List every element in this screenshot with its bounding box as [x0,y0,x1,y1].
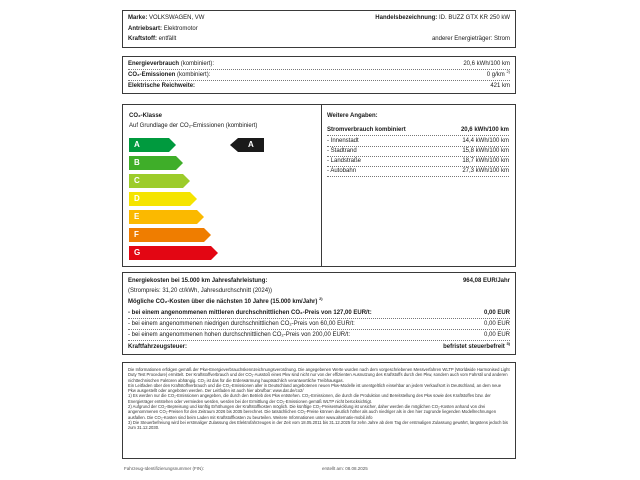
fuel-line [128,36,176,43]
co2-class-arrow-shape [129,246,219,260]
co2-class-arrow-d [129,192,198,206]
co2-class-subtitle: Auf Grundlage der CO₂-Emissionen (kombiniert) [129,123,258,129]
vehicle-info-box [122,10,516,48]
costs-box [122,272,516,355]
further-row-value: 27,3 kWh/100 km [462,168,509,174]
co2-class-arrow-g [129,246,219,260]
co2-class-letter: A [134,140,140,149]
energy-cost-value: 964,08 EUR/Jahr [462,278,510,284]
co2-class-title: CO₂-Klasse [129,113,163,119]
tax-value-line [443,341,510,351]
model-line [375,15,510,22]
co2-class-letter: E [134,212,140,221]
drive-value: Elektromotor [163,26,198,32]
energy-value: 20,6 kWh/100 km [463,61,510,67]
other-energy-label: anderer Energieträger: [431,36,493,42]
make-value: VOLKSWAGEN, VW [149,15,205,21]
scenario-value: 0,00 EUR [483,332,510,338]
energy-divider [128,69,510,70]
make-line [128,15,204,22]
drive-line [128,26,198,33]
co2-class-arrow-e [129,210,205,224]
further-row-label: - Innenstadt [327,138,359,144]
energy-cost-label: Energiekosten bei 15.000 km Jahresfahrleistung: [128,278,268,284]
tax-label: Kraftfahrzeugsteuer: [128,344,188,350]
scenario-label: - bei einem angenommenen mittleren durchschnittlichen CO₂-Preis von 127,00 EUR/t: [128,310,372,316]
co2-class-arrow-shape [129,228,212,242]
further-row-label: - Stadtrand [327,148,357,154]
co2-class-letter: D [134,194,140,203]
further-head-label: Stromverbrauch kombiniert [327,127,406,133]
co2-footnote: 2) [506,69,510,74]
further-row-divider [327,176,509,177]
current-class-letter: A [248,140,254,149]
scenario-label: - bei einem angenommenen hohen durchschnittlichen CO₂-Preis von 200,00 EUR/t: [128,332,351,338]
energy-label-line [128,61,214,68]
legal-text [128,367,510,431]
further-row-label: - Autobahn [327,168,357,174]
further-head-value: 20,6 kWh/100 km [460,127,509,133]
co2-label: CO₂-Emissionen [128,72,176,78]
further-title: Weitere Angaben: [327,113,378,119]
co2-class-letter: G [134,248,141,257]
legal-paragraph: 2) Aufgrund der CO₂-Bepreisung und künftig Erhöhungen der Kraftstoffkosten möglich. Die künftige CO₂-Preisentwicklung ist unsicher, daher werden die möglichen CO₂-Kosten anhand von drei angenommenen CO₂-Preisen für den Zeitraum 2026 bis 2035 berechnet. Die tatsächlichen CO₂-Preise können deutlich höher als auch niedriger als in den hier zugrunde liegenden Modellrechnungen ausfallen. Die CO₂-Kosten sind beim Laden mit Kraftstoffkosten zu beurteilen. Weitere Informationen unter www.alternativ-mobil.info [128,404,497,420]
co2-value-line [486,69,510,79]
further-row-divider [327,166,509,167]
co2-class-box [122,104,516,267]
scenario-divider [128,340,510,341]
further-row-value: 14,4 kWh/100 km [462,138,509,144]
footer-date: erstellt am: 08.08.2025 [322,466,368,471]
fuel-value: entfällt [158,36,177,42]
further-head-divider [327,135,509,136]
current-class-indicator [230,138,264,152]
co2-value: 0 g/km [486,72,505,78]
column-divider [321,105,322,266]
other-energy-line [432,36,510,43]
consumption-box [122,56,516,94]
legal-paragraph: Die Informationen erfolgen gemäß der Pkw-Energieverbrauchskennzeichnungsverordnung. Die angegebenen Werte wurden nach dem vorgeschriebenen Messverfahren WLTP (Worldwide Harmonised Light Duty Test Procedure) ermittelt. Der Kraftstoffverbrauch und der CO₂-Ausstoß eines Pkw sind nicht nur von der effizienten Ausnutzung des Kraftstoffs durch den Pkw, sondern auch vom Fahrstil und anderen nichttechnischen Faktoren abhängig. CO₂ ist das für die Erderwärmung hauptsächlich verantwortliche Treibhausgas. [128,367,510,383]
co2-label-line [128,72,210,79]
fuel-label: Kraftstoff: [128,36,157,42]
tax-value: befristet steuerbefreit [443,344,505,350]
drive-label: Antriebsart: [128,26,163,32]
footer-fin: Fahrzeug-Identifizierungsnummer (FIN): [124,466,205,471]
co2-suffix: (kombiniert): [177,72,211,78]
co2-class-arrow-shape [129,210,205,224]
legal-box [122,362,516,459]
range-value: 421 km [490,83,510,89]
model-value: ID. BUZZ GTX KR 250 kW [438,15,510,21]
model-label: Handelsbezeichnung: [375,15,438,21]
scenario-divider [128,318,510,319]
scenario-label: - bei einem angenommenen niedrigen durchschnittlichen CO₂-Preis von 60,00 EUR/t: [128,321,355,327]
range-label: Elektrische Reichweite: [128,83,196,89]
energy-suffix: (kombiniert): [180,61,215,67]
other-energy-value: Strom [493,36,510,42]
co2-class-letter: B [134,158,140,167]
further-row-divider [327,146,509,147]
scenario-value: 0,00 EUR [483,310,510,316]
tax-footnote: 3) [506,341,510,346]
range-row [123,82,515,92]
co2-class-arrow-b [129,156,184,170]
co2-class-letter: F [134,230,139,239]
current-class-arrow-icon [230,138,264,152]
possible-costs-label: Mögliche CO₂-Kosten über die nächsten 10 Jahre (15.000 km/Jahr) [128,299,318,305]
co2-class-arrow-f [129,228,212,242]
further-row-value: 18,7 kWh/100 km [462,158,509,164]
legal-paragraph: Ein Leitfaden über den Kraftstoffverbrauch und die CO₂-Emissionen aller in Deutschland angebotenen neuen Pkw-Modelle ist unentgeltlich einsehbar an jedem Verkaufsort in Deutschland, an dem neue Pkw ausgestellt oder angeboten werden. Der Leitfaden ist auch hier abrufbar: www.dat.de/co2/ [128,382,502,394]
co2-class-letter: C [134,176,140,185]
possible-costs-line [128,296,323,306]
co2-divider [128,80,510,81]
price-note: (Strompreis: 31,20 ct/kWh, Jahresdurchschnitt (2024)) [128,288,273,294]
further-row-divider [327,156,509,157]
co2-class-arrow-a [129,138,177,152]
make-label: Marke: [128,15,148,21]
further-row-label: - Landstraße [327,158,362,164]
scenario-divider [128,329,510,330]
energy-label: Energieverbrauch [128,61,180,67]
scenario-value: 0,00 EUR [483,321,510,327]
co2-class-arrow-c [129,174,191,188]
possible-costs-footnote: 2) [319,296,323,301]
legal-paragraph: 1) Es werden nur die CO₂-Emissionen angegeben, die durch den Betrieb des Pkw entstehen. CO₂-Emissionen, die durch die Produktion und Bereitstellung des Pkw sowie des Kraftstoffes bzw. der Energieträger entstehen oder vermieden werden, werden bei der Ermittlung der CO₂-Emissionen gemäß WLTP nicht berücksichtigt. [128,393,491,404]
legal-paragraph: 3) Die Steuerbefreiung wird bei erstmaliger Zulassung des Elektrofahrzeuges in der Zeit vom 18.05.2011 bis 31.12.2025 für zehn Jahre ab dem Tag der erstmaligen Zulassung gewährt, längstens jedoch bis zum 31.12.2030. [128,419,508,431]
further-row-value: 15,8 kWh/100 km [462,148,509,154]
